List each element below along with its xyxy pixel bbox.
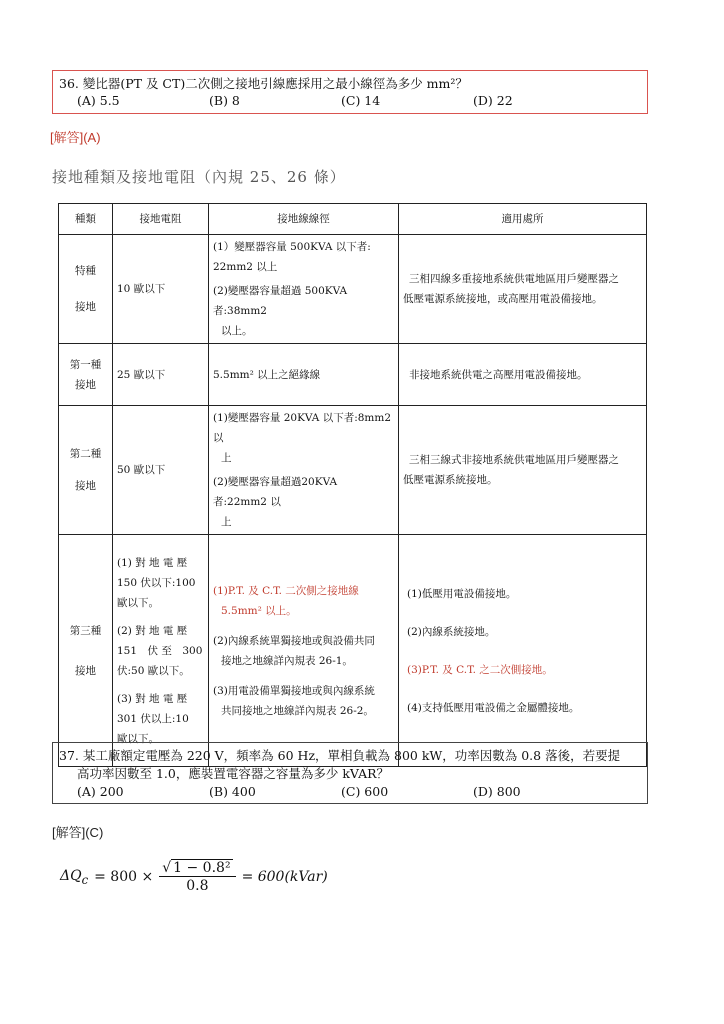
formula-denominator: 0.8 (186, 878, 209, 894)
question-37-box (52, 742, 648, 804)
question-37-line-1: 37. 某工廠額定電壓為 220 V，頻率為 60 Hz，單相負載為 800 kW，功率因數為 0.8 落後，若要提 (59, 748, 621, 763)
cell-resistance: (1) 對 地 電 壓 150 伏以下:100 歐以下。 (2) 對 地 電 壓 151 伏 至 300 伏:50 歐以下。 (3) 對 地 電 壓 301 伏以上:10 歐以下。 (113, 535, 209, 767)
option-d: (D) 800 (473, 784, 521, 799)
option-c: (C) 600 (341, 784, 389, 799)
question-36-options (59, 92, 641, 109)
cell-place: 三相三線式非接地系統供電地區用戶變壓器之 低壓電源系統接地。 (399, 406, 647, 535)
question-36-text: 36. 變比器(PT 及 CT)二次側之接地引線應採用之最小線徑為多少 mm²？ (59, 76, 468, 91)
header-type: 種類 (59, 204, 113, 235)
option-a: (A) 5.5 (77, 93, 120, 108)
answer-37: [解答](C) (52, 825, 104, 840)
header-resistance: 接地電阻 (113, 204, 209, 235)
cell-wire: (1）變壓器容量 500KVA 以下者: 22mm2 以上 (2)變壓器容量超過 500KVA 者:38mm2 以上。 (209, 235, 399, 344)
table-row (59, 535, 647, 767)
formula-numerator: 1 − 0.8² (173, 860, 231, 876)
table-row (59, 406, 647, 535)
table-row (59, 344, 647, 406)
cell-resistance: 25 歐以下 (113, 344, 209, 406)
cell-type: 第一種 接地 (59, 344, 113, 406)
cell-type: 特種 接地 (59, 235, 113, 344)
cell-wire: 5.5mm² 以上之絕緣線 (209, 344, 399, 406)
option-b: (B) 8 (209, 93, 240, 108)
question-36-box (52, 70, 648, 114)
cell-resistance: 50 歐以下 (113, 406, 209, 535)
cell-wire: (1)變壓器容量 20KVA 以下者:8mm2 以 上 (2)變壓器容量超過20KVA 者:22mm2 以 上 (209, 406, 399, 535)
formula-result: = 600(kVar) (241, 869, 328, 885)
answer-36: [解答](A) (50, 130, 101, 145)
section-title: 接地種類及接地電阻（內規 25、26 條） (52, 168, 346, 186)
question-37-line-2: 高功率因數至 1.0，應裝置電容器之容量為多少 kVAR？ (77, 766, 390, 781)
header-place: 適用處所 (399, 204, 647, 235)
cell-wire: (1)P.T. 及 C.T. 二次側之接地線 5.5mm² 以上。 (2)內線系統單獨接地或與設備共同 接地之地線詳內規表 26-1。 (3)用電設備單獨接地或與內線系統 共同接地之地線詳內規表 26-2。 (209, 535, 399, 767)
formula-eq1: = 800 × (94, 869, 154, 885)
grounding-table (58, 203, 647, 767)
header-wire: 接地線線徑 (209, 204, 399, 235)
capacitor-formula (60, 860, 328, 894)
formula-lhs: $\Delta Q_c$ (60, 867, 89, 887)
cell-resistance: 10 歐以下 (113, 235, 209, 344)
option-c: (C) 14 (341, 93, 381, 108)
question-37-options (59, 783, 641, 800)
cell-place: 三相四線多重接地系統供電地區用戶變壓器之 低壓電源系統接地，或高壓用電設備接地。 (399, 235, 647, 344)
option-d: (D) 22 (473, 93, 513, 108)
formula-fraction: $\frac{\text{√ 1 − 0.8²}}{0.8}$ (159, 860, 235, 894)
cell-place: 非接地系統供電之高壓用電設備接地。 (399, 344, 647, 406)
cell-type: 第二種 接地 (59, 406, 113, 535)
table-row (59, 235, 647, 344)
option-a: (A) 200 (77, 784, 124, 799)
table-header-row (59, 204, 647, 235)
cell-type: 第三種 接地 (59, 535, 113, 767)
cell-place: (1)低壓用電設備接地。 (2)內線系統接地。 (3)P.T. 及 C.T. 之二次側接地。 (4)支持低壓用電設備之金屬體接地。 (399, 535, 647, 767)
option-b: (B) 400 (209, 784, 256, 799)
